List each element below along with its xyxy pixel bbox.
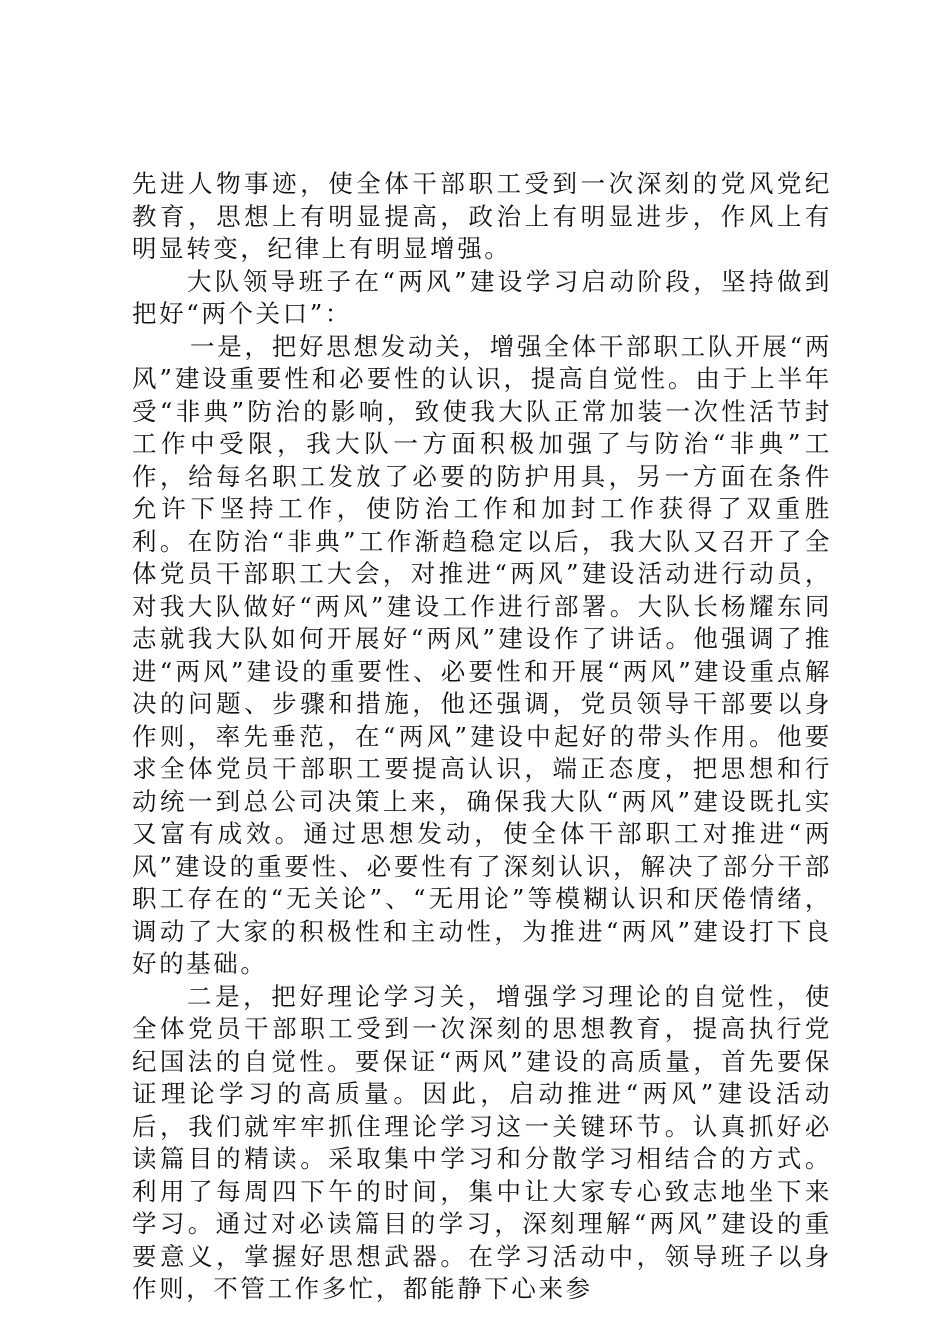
paragraph-3: 一是，把好思想发动关，增强全体干部职工队开展“两风”建设重要性和必要性的认识，提高自觉性。由于上半年受“非典”防治的影响，致使我大队正常加装一次性活节封工作中受限，我大队一方面积极加强了与防治“非典”工作，给每名职工发放了必要的防护用具，另一方面在条件允许下坚持工作，使防治工作和加封工作获得了双重胜利。在防治“非典”工作渐趋稳定以后，我大队又召开了全体党员干部职工大会，对推进“两风”建设活动进行动员，对我大队做好“两风”建设工作进行部署。大队长杨耀东同志就我大队如何开展好“两风”建设作了讲话。他强调了推进“两风”建设的重要性、必要性和开展“两风”建设重点解决的问题、步骤和措施，他还强调，党员领导干部要以身作则，率先垂范，在“两风”建设中起好的带头作用。他要求全体党员干部职工要提高认识，端正态度，把思想和行动统一到总公司决策上来，确保我大队“两风”建设既扎实又富有成效。通过思想发动，使全体干部职工对推进“两风”建设的重要性、必要性有了深刻认识，解决了部分干部职工存在的“无关论”、“无用论”等模糊认识和厌倦情绪，调动了大家的积极性和主动性，为推进“两风”建设打下良好的基础。 xyxy=(132,331,832,978)
document-body xyxy=(132,168,832,1306)
paragraph-1: 先进人物事迹，使全体干部职工受到一次深刻的党风党纪教育，思想上有明显提高，政治上有明显进步，作风上有明显转变，纪律上有明显增强。 xyxy=(132,169,832,263)
paragraph-2: 大队领导班子在“两风”建设学习启动阶段，坚持做到把好“两个关口”： xyxy=(132,266,832,328)
paragraph-4: 二是，把好理论学习关，增强学习理论的自觉性，使全体党员干部职工受到一次深刻的思想教育，提高执行党纪国法的自觉性。要保证“两风”建设的高质量，首先要保证理论学习的高质量。因此，启动推进“两风”建设活动后，我们就牢牢抓住理论学习这一关键环节。认真抓好必读篇目的精读。采取集中学习和分散学习相结合的方式。利用了每周四下午的时间，集中让大家专心致志地坐下来学习。通过对必读篇目的学习，深刻理解“两风”建设的重要意义，掌握好思想武器。在学习活动中，领导班子以身作则，不管工作多忙，都能静下心来参 xyxy=(132,981,832,1303)
